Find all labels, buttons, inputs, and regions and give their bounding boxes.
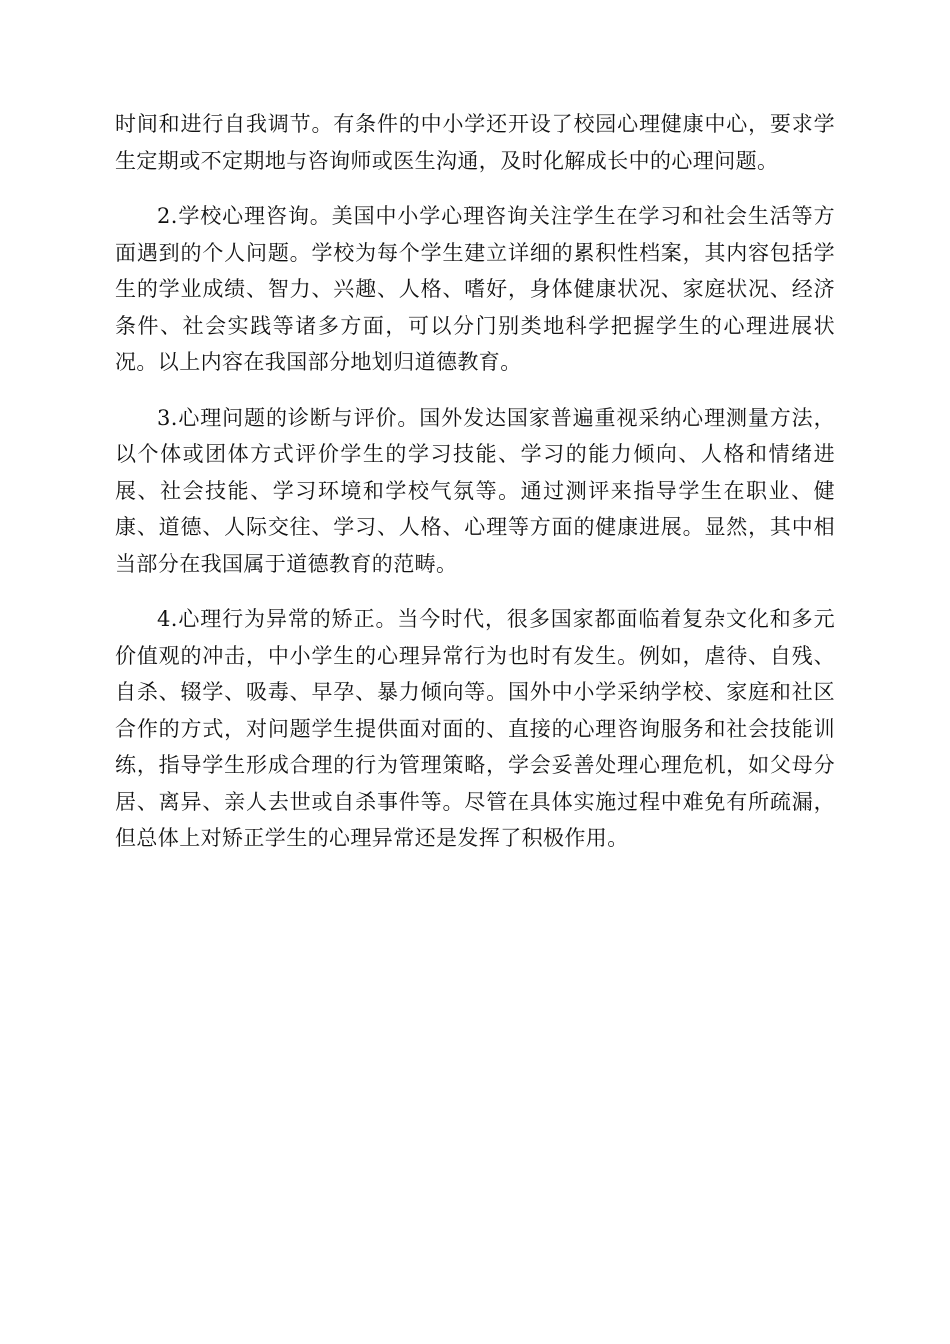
paragraph-diagnosis-evaluation: 3.心理问题的诊断与评价。国外发达国家普遍重视采纳心理测量方法，以个体或团体方式评价学生的学习技能、学习的能力倾向、人格和情绪进展、社会技能、学习环境和学校气氛等。通过测评来指导学生在职业、健康、道德、人际交往、学习、人格、心理等方面的健康进展。显然，其中相当部分在我国属于道德教育的范畴。	[115, 405, 835, 576]
paragraph-school-counseling: 2.学校心理咨询。美国中小学心理咨询关注学生在学习和社会生活等方面遇到的个人问题。学校为每个学生建立详细的累积性档案，其内容包括学生的学业成绩、智力、兴趣、人格、嗜好，身体健康状况、家庭状况、经济条件、社会实践等诸多方面，可以分门别类地科学把握学生的心理进展状况。以上内容在我国部分地划归道德教育。	[115, 204, 835, 374]
document-body	[115, 106, 835, 876]
paragraph-continued: 时间和进行自我调节。有条件的中小学还开设了校园心理健康中心，要求学生定期或不定期地与咨询师或医生沟通，及时化解成长中的心理问题。	[115, 112, 835, 173]
paragraph-behavior-correction: 4.心理行为异常的矫正。当今时代，很多国家都面临着复杂文化和多元价值观的冲击，中小学生的心理异常行为也时有发生。例如，虐待、自残、自杀、辍学、吸毒、早孕、暴力倾向等。国外中小学采纳学校、家庭和社区合作的方式，对问题学生提供面对面的、直接的心理咨询服务和社会技能训练，指导学生形成合理的行为管理策略，学会妥善处理心理危机，如父母分居、离异、亲人去世或自杀事件等。尽管在具体实施过程中难免有所疏漏，但总体上对矫正学生的心理异常还是发挥了积极作用。	[115, 607, 835, 850]
